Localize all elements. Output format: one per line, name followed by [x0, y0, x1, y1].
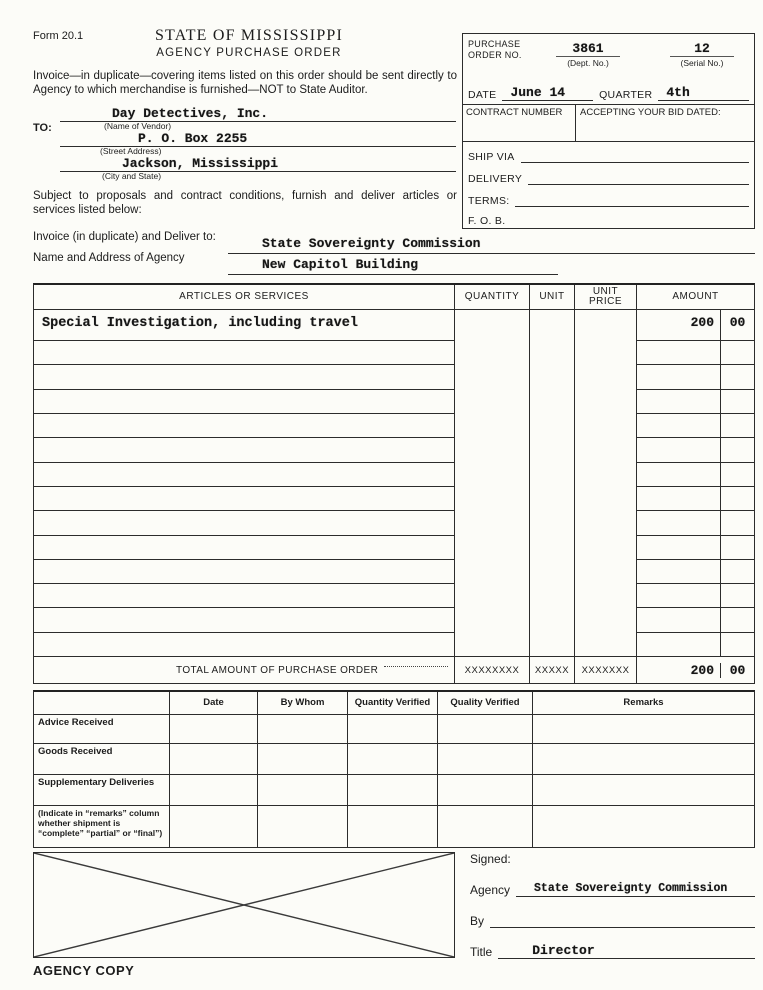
vendor-street-caption: (Street Address) [100, 146, 162, 156]
signature-agency-field [516, 882, 755, 897]
agency-address-field [228, 257, 558, 275]
item-unit-cell [529, 310, 574, 340]
delivery-field [528, 184, 749, 185]
accepting-bid-label: ACCEPTING YOUR BID DATED: [580, 107, 721, 118]
delivery-row [468, 168, 749, 185]
item-unit-price-cell [574, 559, 636, 583]
delivery-label: DELIVERY [468, 173, 523, 185]
item-amount-cell [636, 364, 754, 388]
item-amount-cell [636, 413, 754, 437]
item-unit-price-cell [574, 462, 636, 486]
goods-received-label: Goods Received [38, 746, 113, 757]
item-quantity-cell [454, 510, 529, 534]
verification-row-advice-received [34, 714, 754, 743]
quarter-label: QUARTER [599, 89, 653, 101]
item-unit-cell [529, 559, 574, 583]
form-title-state: STATE OF MISSISSIPPI [154, 27, 344, 44]
to-label: TO: [33, 122, 52, 134]
advice-received-label: Advice Received [38, 717, 114, 728]
item-unit-cell [529, 340, 574, 364]
item-quantity-cell [454, 340, 529, 364]
item-row [34, 310, 754, 340]
item-row-empty [34, 632, 754, 656]
signature-block [470, 852, 755, 959]
item-row-empty [34, 364, 754, 388]
item-quantity-cell [454, 389, 529, 413]
item-row-empty [34, 340, 754, 364]
vendor-city-value: Jackson, Mississippi [122, 156, 279, 171]
item-unit-price-cell [574, 310, 636, 340]
quarter-field [658, 86, 749, 101]
item-description-cell [34, 437, 454, 461]
item-quantity-cell [454, 583, 529, 607]
item-unit-cell [529, 510, 574, 534]
total-unit-cell: XXXXX [529, 657, 574, 683]
total-amount-dollars: 200 [690, 662, 714, 678]
verification-header-remarks: Remarks [532, 692, 754, 714]
total-amount-cents: 00 [720, 663, 754, 678]
vendor-city-caption: (City and State) [102, 171, 162, 181]
signature-title-row [470, 941, 755, 959]
item-row-empty [34, 535, 754, 559]
verification-header-quality-verified: Quality Verified [437, 692, 532, 714]
item-amount-cell [636, 535, 754, 559]
item-description-cell [34, 340, 454, 364]
item-row-empty [34, 583, 754, 607]
item-quantity-cell [454, 462, 529, 486]
terms-label: TERMS: [468, 195, 510, 207]
col-header-unit: UNIT [529, 285, 574, 309]
total-label-cell [34, 657, 454, 683]
item-unit-cell [529, 364, 574, 388]
agency-copy-label: AGENCY COPY [33, 963, 135, 978]
item-unit-price-cell [574, 583, 636, 607]
item-unit-cell [529, 413, 574, 437]
item-amount-cell [636, 389, 754, 413]
terms-field [515, 206, 749, 207]
dept-number-group [546, 39, 630, 68]
item-row-empty [34, 607, 754, 631]
item-quantity-cell [454, 535, 529, 559]
agency-address-value: New Capitol Building [262, 257, 419, 272]
col-header-unit-price: UNIT PRICE [574, 285, 636, 309]
item-unit-cell [529, 632, 574, 656]
verification-row-goods-received [34, 743, 754, 774]
terms-row [468, 190, 749, 207]
vendor-name-value: Day Detectives, Inc. [112, 106, 269, 121]
item-row-empty [34, 413, 754, 437]
item-description-cell [34, 607, 454, 631]
col-header-articles-or-services: ARTICLES OR SERVICES [179, 290, 309, 302]
item-row-empty [34, 486, 754, 510]
item-amount-cents: 00 [720, 310, 754, 340]
form-number: Form 20.1 [33, 30, 84, 42]
item-amount-cell [636, 510, 754, 534]
item-unit-cell [529, 607, 574, 631]
dotted-leader [384, 666, 448, 667]
item-description-cell [34, 583, 454, 607]
item-unit-price-cell [574, 510, 636, 534]
purchase-order-panel [462, 33, 755, 229]
item-quantity-cell [454, 607, 529, 631]
vendor-street-field [60, 129, 456, 147]
item-amount-cell [636, 340, 754, 364]
item-unit-price-cell [574, 364, 636, 388]
item-unit-price-cell [574, 437, 636, 461]
invoice-instruction-note: Invoice—in duplicate—covering items listed on this order should be sent directly to Agency to which merchandise is furnished—NOT to State Auditor. [33, 70, 457, 96]
col-header-quantity: QUANTITY [454, 285, 529, 309]
item-row-empty [34, 559, 754, 583]
item-unit-price-cell [574, 389, 636, 413]
item-unit-cell [529, 437, 574, 461]
item-description-cell [34, 510, 454, 534]
agency-name-value: State Sovereignty Commission [262, 236, 481, 251]
signature-agency-row [470, 879, 755, 897]
item-description-cell [34, 559, 454, 583]
signature-by-label: By [470, 914, 485, 928]
verification-header-blank [34, 692, 169, 714]
item-description-cell [34, 389, 454, 413]
date-value: June 14 [510, 85, 566, 100]
item-amount-cell [636, 310, 754, 340]
item-unit-cell [529, 583, 574, 607]
item-unit-price-cell [574, 632, 636, 656]
ship-via-label: SHIP VIA [468, 151, 515, 163]
ship-via-row [468, 146, 749, 163]
item-amount-cell [636, 632, 754, 656]
items-table-header [34, 285, 754, 310]
verification-row-supplementary-deliveries [34, 774, 754, 805]
serial-number-caption: (Serial No.) [680, 58, 724, 68]
contract-number-label: CONTRACT NUMBER [463, 105, 576, 141]
item-row-empty [34, 437, 754, 461]
item-row-empty [34, 389, 754, 413]
item-unit-price-cell [574, 486, 636, 510]
signature-title-label: Title [470, 945, 493, 959]
item-quantity-cell [454, 413, 529, 437]
vendor-address-block [60, 104, 456, 179]
item-amount-cell [636, 437, 754, 461]
item-quantity-cell [454, 486, 529, 510]
verification-row-remarks-note [34, 805, 754, 847]
signature-title-field [498, 944, 755, 959]
verification-header-date: Date [169, 692, 257, 714]
dept-number-caption: (Dept. No.) [567, 58, 609, 68]
item-unit-price-cell [574, 340, 636, 364]
serial-number-value: 12 [670, 41, 734, 57]
crossed-out-x-mark [34, 853, 454, 957]
verification-header-quantity-verified: Quantity Verified [347, 692, 437, 714]
item-description-cell [34, 462, 454, 486]
item-amount-dollars: 200 [690, 315, 714, 330]
form-title [118, 27, 380, 59]
item-unit-price-cell [574, 535, 636, 559]
signature-agency-label: Agency [470, 883, 511, 897]
item-quantity-cell [454, 632, 529, 656]
item-description-cell [34, 310, 454, 340]
fob-row [468, 210, 749, 227]
ship-via-field [521, 162, 749, 163]
item-unit-cell [529, 486, 574, 510]
serial-number-group [660, 39, 744, 68]
signature-by-field [490, 927, 755, 928]
form-title-type: AGENCY PURCHASE ORDER [156, 47, 342, 59]
date-quarter-row [468, 84, 749, 101]
item-description-cell [34, 535, 454, 559]
vendor-name-caption: (Name of Vendor) [104, 121, 172, 131]
col-header-amount: AMOUNT [636, 285, 754, 309]
item-description-cell [34, 486, 454, 510]
verification-header-row [34, 692, 754, 714]
invoice-deliver-label: Invoice (in duplicate) and Deliver to: [33, 231, 216, 243]
signature-agency-value: State Sovereignty Commission [534, 882, 728, 895]
vendor-name-field [60, 104, 456, 122]
item-unit-cell [529, 389, 574, 413]
vendor-street-value: P. O. Box 2255 [138, 131, 248, 146]
supplementary-deliveries-label: Supplementary Deliveries [38, 777, 155, 788]
total-quantity-cell: XXXXXXXX [454, 657, 529, 683]
item-unit-cell [529, 535, 574, 559]
date-field [502, 86, 593, 101]
po-number-label: PURCHASE ORDER NO. [468, 39, 522, 60]
item-quantity-cell [454, 437, 529, 461]
total-unit-price-cell: XXXXXXX [574, 657, 636, 683]
item-description-cell [34, 632, 454, 656]
agency-name-label: Name and Address of Agency [33, 252, 185, 264]
item-row-empty [34, 462, 754, 486]
po-number-row [468, 39, 749, 81]
contract-accepting-row [463, 104, 754, 142]
item-description-value: Special Investigation, including travel [42, 316, 358, 331]
verification-header-by-whom: By Whom [257, 692, 347, 714]
item-unit-cell [529, 462, 574, 486]
total-label: TOTAL AMOUNT OF PURCHASE ORDER [176, 664, 379, 676]
signed-label: Signed: [470, 852, 511, 866]
item-quantity-cell [454, 559, 529, 583]
signature-by-row [470, 910, 755, 928]
item-amount-cell [636, 462, 754, 486]
item-amount-cell [636, 607, 754, 631]
item-quantity-cell [454, 364, 529, 388]
item-amount-cell [636, 583, 754, 607]
verification-table [33, 690, 755, 848]
vendor-city-field [60, 154, 456, 172]
item-amount-cell [636, 486, 754, 510]
date-label: DATE [468, 89, 497, 101]
items-table [33, 283, 755, 684]
item-unit-price-cell [574, 607, 636, 631]
item-quantity-cell [454, 310, 529, 340]
fob-label: F. O. B. [468, 215, 506, 227]
voided-stamp-box [33, 852, 455, 958]
agency-name-field [228, 236, 755, 254]
item-amount-cell [636, 559, 754, 583]
item-description-cell [34, 413, 454, 437]
item-unit-price-cell [574, 413, 636, 437]
dept-number-value: 3861 [556, 41, 620, 57]
subject-note: Subject to proposals and contract conditions, furnish and deliver articles or services listed below: [33, 190, 457, 216]
total-amount-cell [636, 657, 754, 683]
items-table-total-row [34, 656, 754, 683]
quarter-value: 4th [666, 85, 690, 100]
items-table-body [34, 310, 754, 656]
item-row-empty [34, 510, 754, 534]
remarks-note-label: (Indicate in “remarks” column whether shipment is “complete” “partial” or “final”) [38, 808, 163, 838]
item-description-cell [34, 364, 454, 388]
signature-title-value: Director [532, 943, 595, 958]
